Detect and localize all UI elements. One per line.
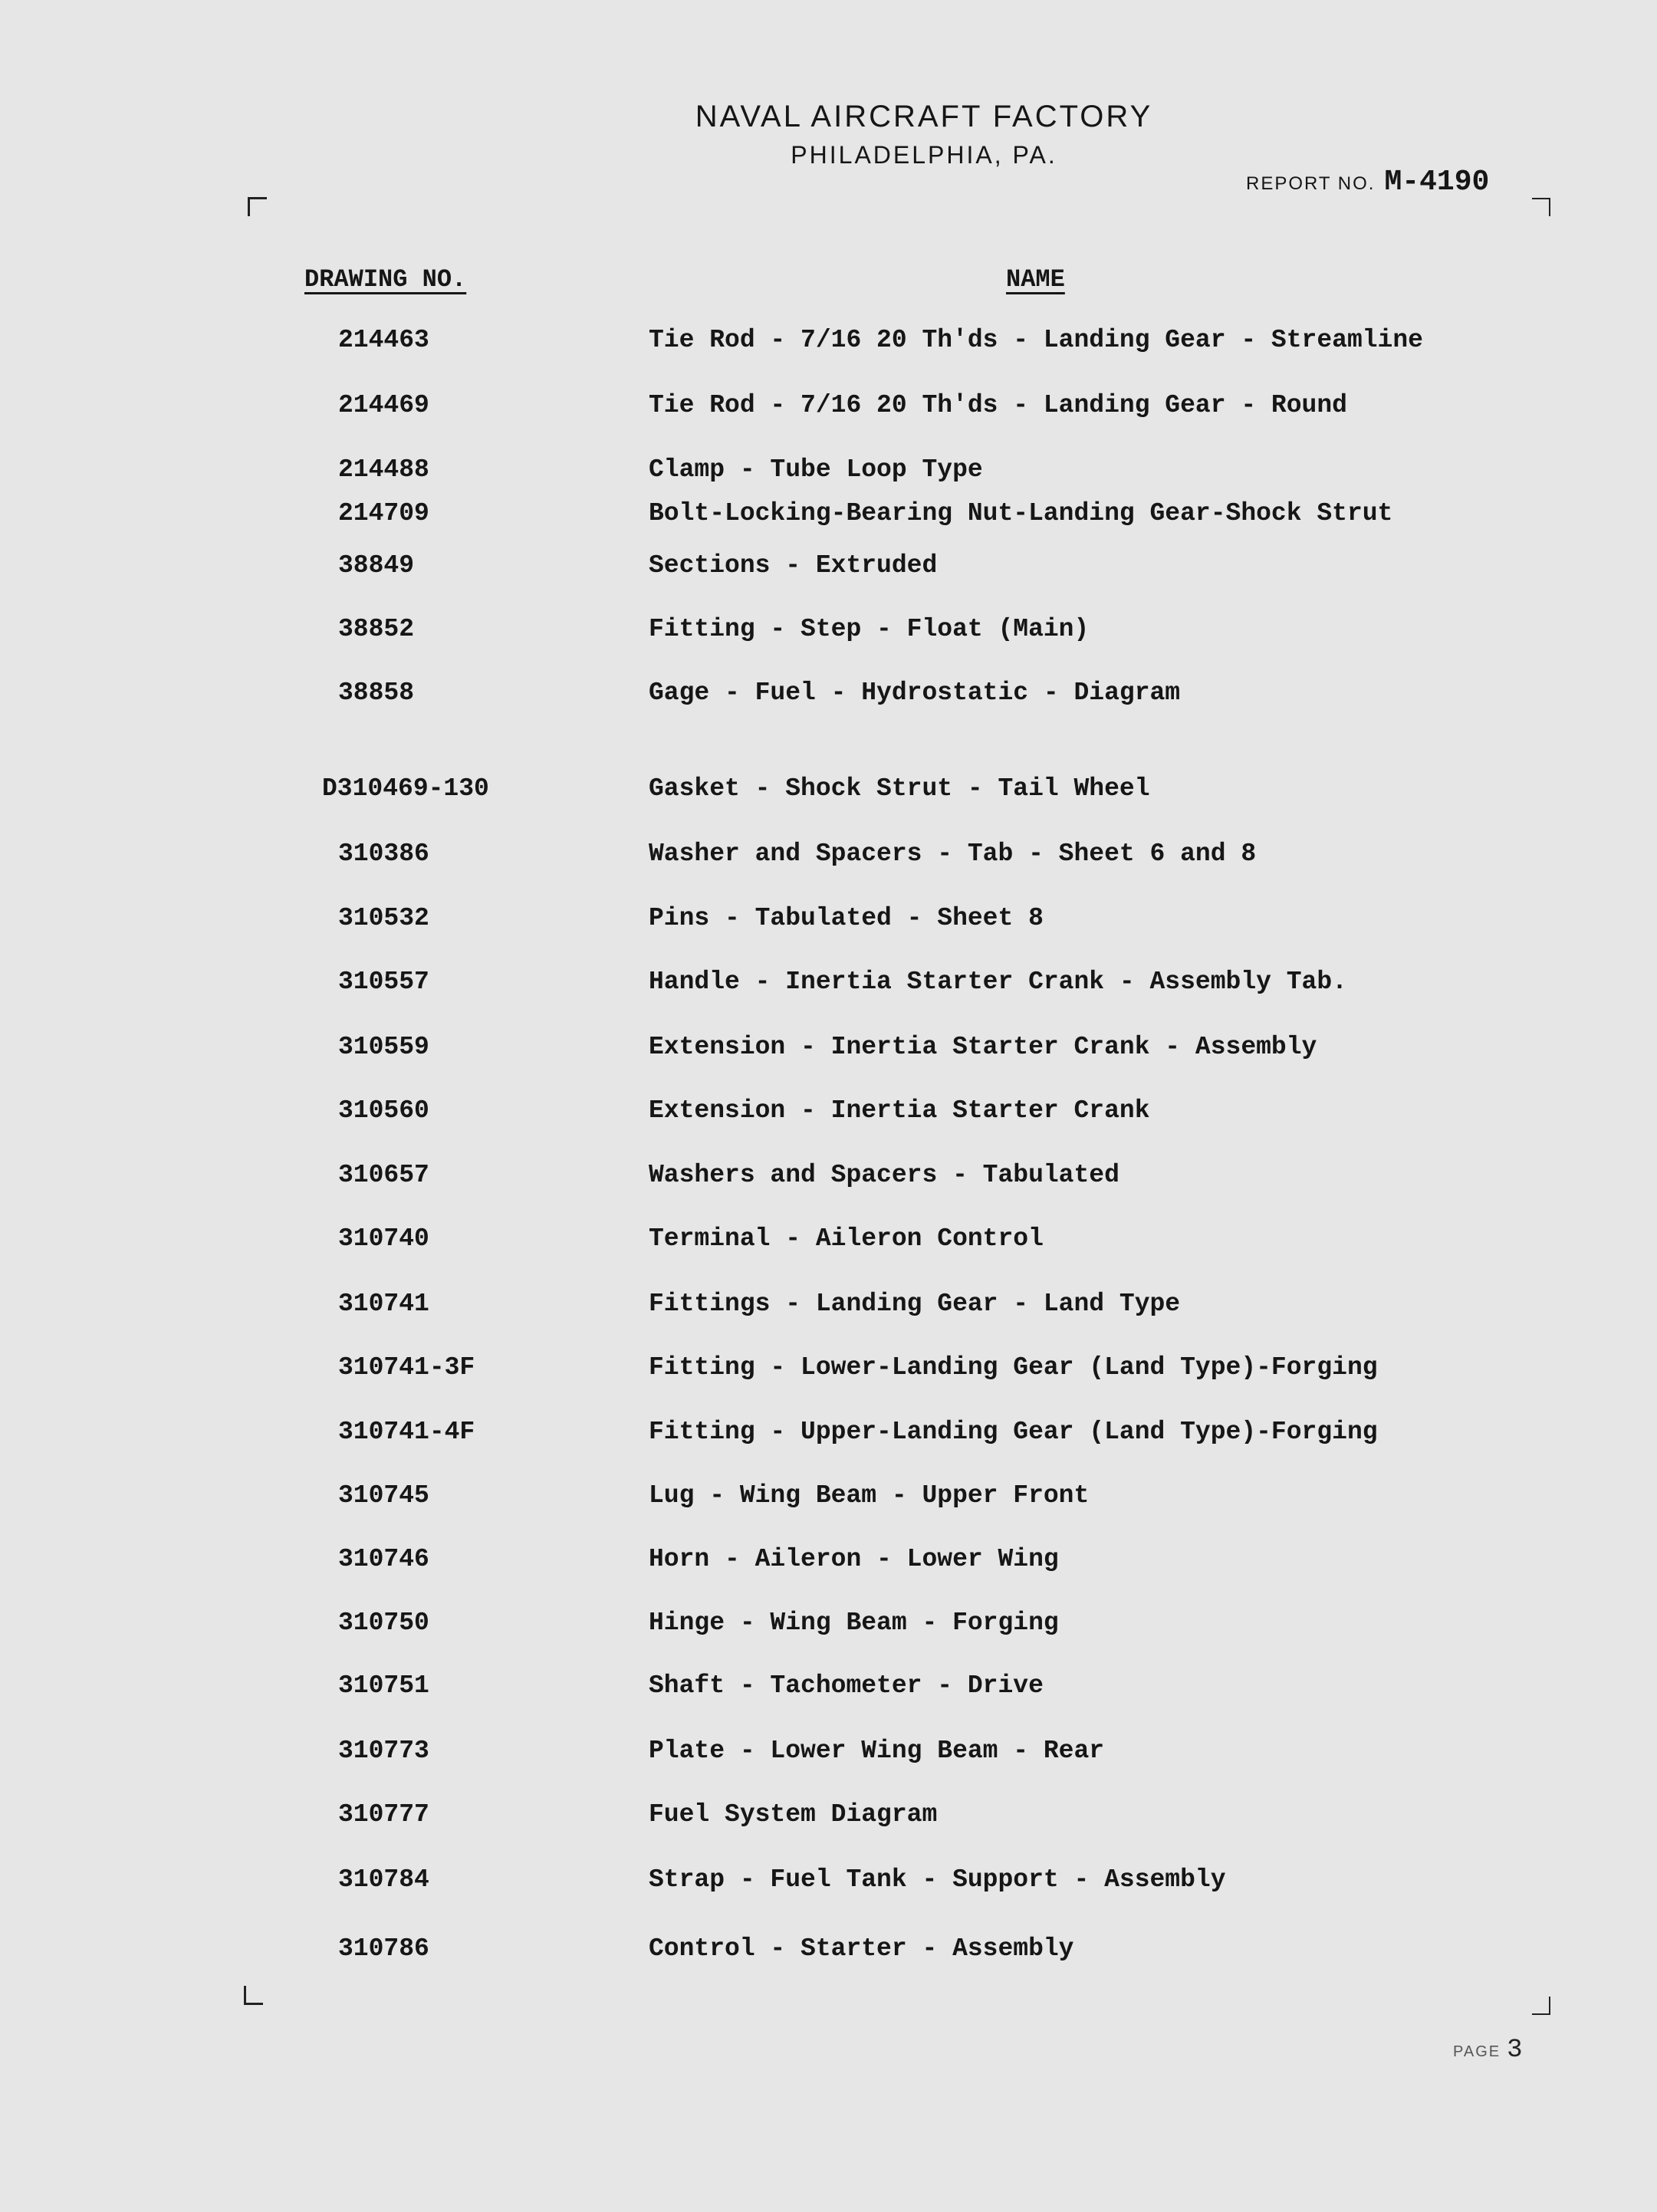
drawing-number: 310741 bbox=[338, 1290, 429, 1318]
corner-mark-top-right bbox=[1532, 198, 1550, 216]
drawing-number: 310532 bbox=[338, 904, 429, 932]
drawing-number: D310469-130 bbox=[322, 774, 489, 803]
drawing-number: 310560 bbox=[338, 1096, 429, 1125]
drawing-number: 310559 bbox=[338, 1033, 429, 1061]
drawing-name: Gasket - Shock Strut - Tail Wheel bbox=[649, 774, 1150, 803]
drawing-name: Terminal - Aileron Control bbox=[649, 1224, 1044, 1253]
drawing-number: 310657 bbox=[338, 1161, 429, 1189]
drawing-name: Extension - Inertia Starter Crank - Assembly bbox=[649, 1033, 1317, 1061]
drawing-number: 310741-4F bbox=[338, 1418, 475, 1446]
page-label: PAGE bbox=[1453, 2043, 1501, 2060]
drawing-number: 310741-3F bbox=[338, 1353, 475, 1382]
drawing-name: Shaft - Tachometer - Drive bbox=[649, 1671, 1044, 1700]
drawing-name: Lug - Wing Beam - Upper Front bbox=[649, 1481, 1090, 1510]
column-header-drawing-no: DRAWING NO. bbox=[304, 265, 467, 294]
drawing-number: 214463 bbox=[338, 326, 429, 354]
drawing-number: 310777 bbox=[338, 1800, 429, 1829]
report-label: REPORT NO. bbox=[1246, 173, 1376, 194]
drawing-name: Fittings - Landing Gear - Land Type bbox=[649, 1290, 1181, 1318]
organization-title: NAVAL AIRCRAFT FACTORY bbox=[695, 100, 1153, 133]
drawing-name: Fitting - Upper-Landing Gear (Land Type)-Forging bbox=[649, 1418, 1378, 1446]
drawing-name: Fitting - Lower-Landing Gear (Land Type)-Forging bbox=[649, 1353, 1378, 1382]
drawing-name: Control - Starter - Assembly bbox=[649, 1934, 1074, 1963]
drawing-number: 38849 bbox=[338, 551, 415, 580]
corner-mark-top-left bbox=[248, 197, 267, 216]
drawing-name: Extension - Inertia Starter Crank bbox=[649, 1096, 1150, 1125]
drawing-name: Clamp - Tube Loop Type bbox=[649, 455, 983, 484]
drawing-number: 310386 bbox=[338, 840, 429, 868]
organization-location: PHILADELPHIA, PA. bbox=[791, 141, 1057, 169]
drawing-number: 310786 bbox=[338, 1934, 429, 1963]
drawing-name: Pins - Tabulated - Sheet 8 bbox=[649, 904, 1044, 932]
drawing-name: Sections - Extruded bbox=[649, 551, 938, 580]
corner-mark-bottom-left bbox=[244, 1986, 263, 2005]
drawing-number: 310750 bbox=[338, 1609, 429, 1637]
page-number: 3 bbox=[1507, 2036, 1524, 2065]
drawing-name: Plate - Lower Wing Beam - Rear bbox=[649, 1737, 1105, 1765]
report-number-value: M-4190 bbox=[1384, 166, 1490, 199]
drawing-number: 38858 bbox=[338, 679, 415, 707]
drawing-number: 310784 bbox=[338, 1865, 429, 1894]
drawing-name: Horn - Aileron - Lower Wing bbox=[649, 1545, 1059, 1573]
drawing-number: 310557 bbox=[338, 968, 429, 996]
drawing-name: Bolt-Locking-Bearing Nut-Landing Gear-Shock Strut bbox=[649, 499, 1393, 528]
corner-mark-bottom-right bbox=[1532, 1997, 1550, 2015]
drawing-name: Fuel System Diagram bbox=[649, 1800, 938, 1829]
drawing-number: 310746 bbox=[338, 1545, 429, 1573]
drawing-name: Fitting - Step - Float (Main) bbox=[649, 615, 1090, 643]
drawing-name: Washers and Spacers - Tabulated bbox=[649, 1161, 1119, 1189]
drawing-name: Hinge - Wing Beam - Forging bbox=[649, 1609, 1059, 1637]
drawing-number: 310740 bbox=[338, 1224, 429, 1253]
drawing-number: 310751 bbox=[338, 1671, 429, 1700]
drawing-number: 214488 bbox=[338, 455, 429, 484]
drawing-name: Tie Rod - 7/16 20 Th'ds - Landing Gear - Round bbox=[649, 391, 1347, 419]
column-header-name: NAME bbox=[1006, 265, 1065, 294]
drawing-name: Gage - Fuel - Hydrostatic - Diagram bbox=[649, 679, 1181, 707]
drawing-name: Handle - Inertia Starter Crank - Assembly Tab. bbox=[649, 968, 1347, 996]
drawing-number: 310773 bbox=[338, 1737, 429, 1765]
drawing-number: 214709 bbox=[338, 499, 429, 528]
drawing-name: Strap - Fuel Tank - Support - Assembly bbox=[649, 1865, 1226, 1894]
drawing-number: 214469 bbox=[338, 391, 429, 419]
drawing-number: 38852 bbox=[338, 615, 415, 643]
drawing-name: Washer and Spacers - Tab - Sheet 6 and 8 bbox=[649, 840, 1257, 868]
drawing-number: 310745 bbox=[338, 1481, 429, 1510]
drawing-name: Tie Rod - 7/16 20 Th'ds - Landing Gear - Streamline bbox=[649, 326, 1423, 354]
page-footer bbox=[1453, 2036, 1524, 2065]
report-number bbox=[1246, 166, 1489, 199]
